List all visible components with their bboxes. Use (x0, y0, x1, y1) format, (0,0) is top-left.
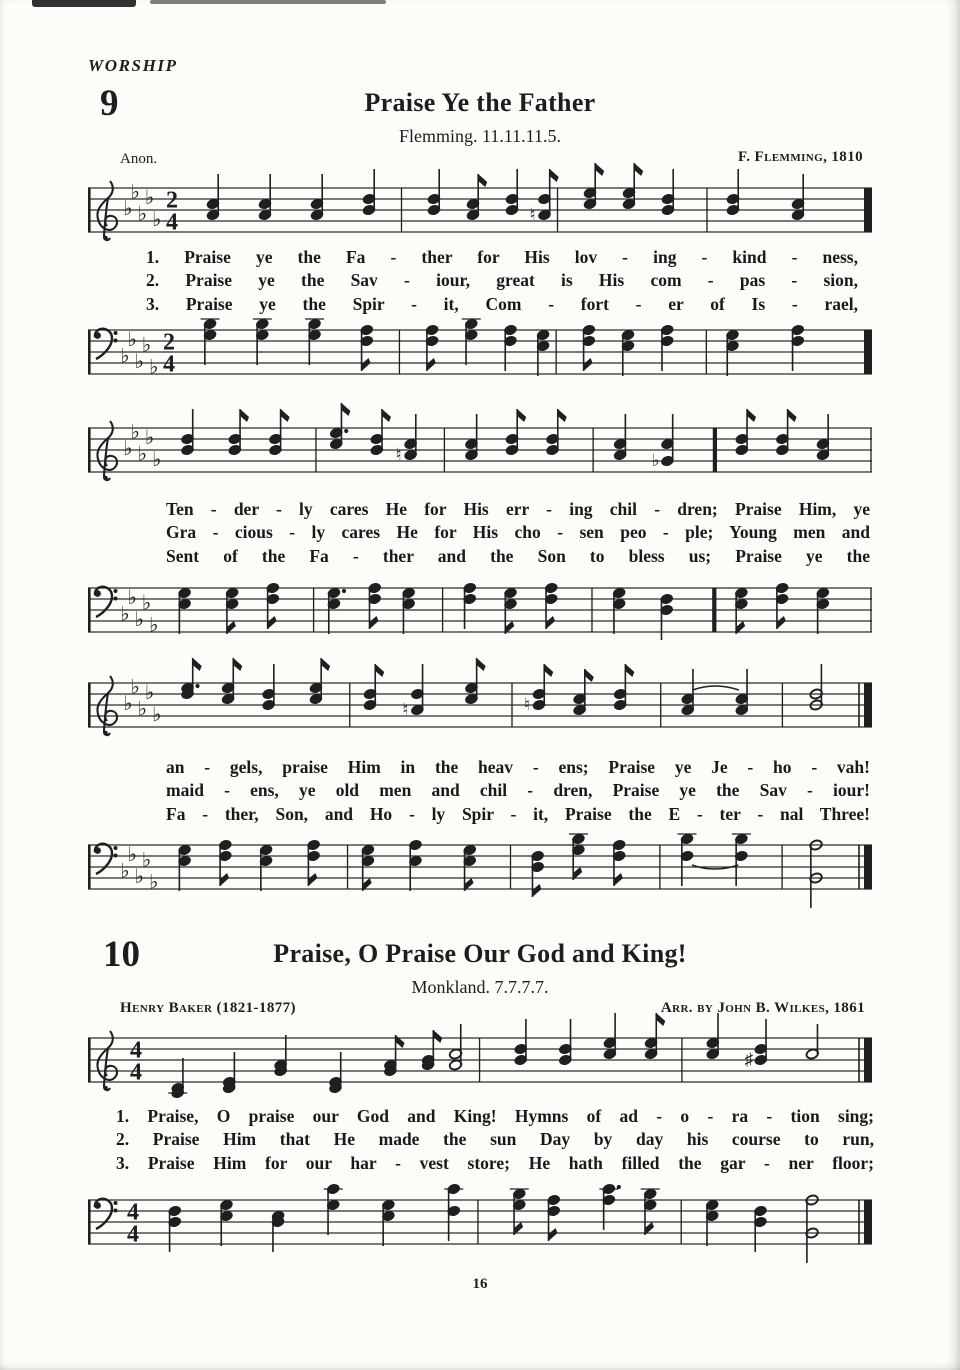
lyric-line-verse-3: 3. Praise Him for our har - vest store; He hath filled the gar - ner floor; (116, 1152, 874, 1173)
hymn-10-tune-line: Monkland. 7.7.7.7. (411, 977, 549, 997)
lyric-line-verse-2: 2. Praise Him that He made the sun Day by day his course to run, (116, 1129, 874, 1150)
svg-text:♮: ♮ (529, 205, 536, 224)
svg-text:♭: ♭ (149, 871, 159, 894)
svg-text:4: 4 (163, 351, 175, 378)
svg-text:♭: ♭ (144, 682, 155, 704)
svg-text:♭: ♭ (137, 443, 148, 466)
svg-text:2: 2 (166, 187, 178, 214)
hymn-9-title: Praise Ye the Father (364, 88, 596, 117)
music-staff-bass (80, 558, 880, 662)
svg-text:♭: ♭ (123, 198, 133, 220)
svg-text:♭: ♭ (141, 334, 152, 357)
svg-text:♭: ♭ (130, 421, 140, 444)
lyric-line-verse-3: Sent of the Fa - ther and the Son to bless us; Praise ye the (166, 545, 870, 566)
svg-text:♭: ♭ (152, 209, 162, 231)
page-number: 16 (472, 1276, 488, 1292)
svg-text:♭: ♭ (149, 356, 159, 379)
svg-text:♭: ♭ (144, 187, 155, 209)
svg-text:♭: ♭ (120, 603, 130, 626)
svg-text:4: 4 (166, 209, 178, 236)
svg-text:♮: ♮ (402, 700, 409, 719)
svg-text:♭: ♭ (152, 449, 162, 471)
svg-text:♭: ♭ (130, 181, 140, 204)
lyric-line-verse-3: 3. Praise ye the Spir - it, Com - fort - er of Is - rael, (146, 293, 858, 314)
svg-text:♭: ♭ (141, 592, 152, 615)
music-staff-treble (80, 1008, 880, 1112)
hymn-9-tune-line: Flemming. 11.11.11.5. (399, 126, 561, 146)
svg-text:♭: ♭ (130, 676, 140, 699)
svg-text:♭: ♭ (127, 329, 137, 351)
hymn-10-number: 10 (103, 934, 140, 975)
svg-text:♭: ♭ (127, 587, 137, 609)
svg-text:♭: ♭ (141, 849, 152, 872)
lyric-line-verse-3: Fa - ther, Son, and Ho - ly Spir - it, Praise the E - ter - nal Three! (166, 803, 870, 824)
svg-text:♭: ♭ (123, 438, 133, 460)
lyric-line-verse-1: Ten - der - ly cares He for His err - ing chil - dren; Praise Him, ye (166, 499, 870, 519)
svg-text:♭: ♭ (134, 609, 145, 631)
svg-text:♭: ♭ (123, 693, 133, 715)
music-staff-bass (80, 300, 880, 404)
svg-text:♯: ♯ (744, 1050, 754, 1069)
music-staff-bass (80, 815, 880, 919)
music-staff-bass (80, 1170, 880, 1274)
svg-text:♮: ♮ (395, 445, 402, 464)
hymn-10-title: Praise, O Praise Our God and King! (273, 939, 687, 968)
svg-text:♭: ♭ (144, 427, 155, 449)
lyric-line-verse-2: 2. Praise ye the Sav - iour, great is His com - pas - sion, (146, 270, 858, 291)
svg-text:♭: ♭ (651, 451, 660, 470)
hymn-9-composer: F. Flemming, 1810 (738, 149, 863, 165)
scan-ink-smudge (150, 0, 386, 4)
svg-text:♮: ♮ (524, 695, 531, 714)
lyric-line-verse-2: maid - ens, ye old men and chil - dren, Praise ye the Sav - iour! (166, 780, 870, 801)
music-staff-treble (80, 653, 880, 757)
lyrics-block (116, 1105, 874, 1175)
svg-text:♭: ♭ (120, 345, 130, 368)
scan-ink-smudge (32, 0, 136, 7)
svg-text:♭: ♭ (149, 614, 159, 637)
svg-text:♭: ♭ (134, 351, 145, 373)
svg-text:4: 4 (130, 1059, 142, 1086)
hymn-9-author: Anon. (120, 151, 158, 167)
svg-text:♭: ♭ (127, 844, 137, 866)
running-head: WORSHIP (88, 56, 178, 75)
svg-text:♭: ♭ (134, 866, 145, 888)
svg-text:♭: ♭ (120, 860, 130, 883)
svg-text:4: 4 (127, 1221, 139, 1248)
hymn-10-arranger: Arr. by John B. Wilkes, 1861 (660, 1000, 865, 1016)
lyric-line-verse-1: 1. Praise, O praise our God and King! Hymns of ad - o - ra - tion sing; (116, 1106, 874, 1126)
svg-text:2: 2 (163, 329, 175, 356)
svg-text:♭: ♭ (152, 704, 162, 726)
svg-text:♭: ♭ (137, 203, 148, 226)
lyric-line-verse-2: Gra - cious - ly cares He for His cho - sen peo - ple; Young men and (166, 522, 870, 543)
svg-text:4: 4 (130, 1037, 142, 1064)
music-staff-treble (80, 398, 880, 502)
lyric-line-verse-1: 1. Praise ye the Fa - ther for His lov - ing - kind - ness, (146, 247, 858, 267)
svg-text:♭: ♭ (137, 698, 148, 721)
hymn-9-number: 9 (100, 83, 119, 124)
lyric-line-verse-1: an - gels, praise Him in the heav - ens; Praise ye Je - ho - vah! (166, 757, 870, 777)
hymn-10-author: Henry Baker (1821-1877) (120, 1000, 296, 1016)
svg-text:4: 4 (127, 1199, 139, 1226)
